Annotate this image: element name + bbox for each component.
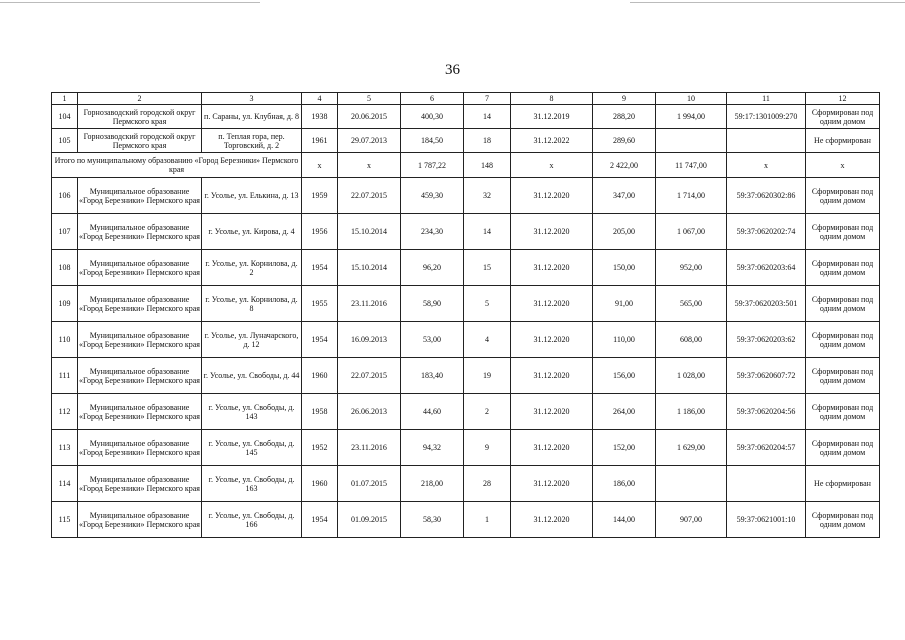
address-cell: г. Усолье, ул. Свободы, д. 44 xyxy=(202,358,302,394)
value9-cell: 289,60 xyxy=(593,129,656,153)
value9-cell: 152,00 xyxy=(593,430,656,466)
municipality-cell: Муниципальное образование «Город Березники» Пермского края xyxy=(78,466,202,502)
table-row xyxy=(52,105,880,129)
recognition-date-cell: 22.07.2015 xyxy=(338,358,401,394)
address-cell: г. Усолье, ул. Луначарского, д. 12 xyxy=(202,322,302,358)
land-status-cell: Сформирован под одним домом xyxy=(806,105,880,129)
cadastral-number-cell: 59:37:0620204:56 xyxy=(727,394,806,430)
residents-cell: 32 xyxy=(464,178,511,214)
cadastral-number-cell: 59:37:0621001:10 xyxy=(727,502,806,538)
subtotal-row xyxy=(52,153,880,178)
year-built-cell: 1958 xyxy=(302,394,338,430)
municipality-cell: Муниципальное образование «Город Березники» Пермского края xyxy=(78,286,202,322)
cadastral-number-cell: 59:37:0620202:74 xyxy=(727,214,806,250)
year-built-cell: 1959 xyxy=(302,178,338,214)
land-status-cell: Сформирован под одним домом xyxy=(806,430,880,466)
page-number: 36 xyxy=(445,62,460,78)
row-number: 111 xyxy=(52,358,78,394)
residents-cell: 1 xyxy=(464,502,511,538)
column-number: 12 xyxy=(806,93,880,105)
address-cell: г. Усолье, ул. Свободы, д. 166 xyxy=(202,502,302,538)
row-number: 114 xyxy=(52,466,78,502)
row-number: 113 xyxy=(52,430,78,466)
cadastral-number-cell xyxy=(727,129,806,153)
deadline-cell: 31.12.2020 xyxy=(511,214,593,250)
table-row xyxy=(52,322,880,358)
cadastral-number-cell: 59:37:0620203:64 xyxy=(727,250,806,286)
value10-cell: 907,00 xyxy=(656,502,727,538)
housing-registry-table xyxy=(51,92,880,538)
area-cell: 58,90 xyxy=(401,286,464,322)
recognition-date-cell: 15.10.2014 xyxy=(338,214,401,250)
value9-cell: 288,20 xyxy=(593,105,656,129)
deadline-cell: 31.12.2020 xyxy=(511,502,593,538)
value10-cell: 1 186,00 xyxy=(656,394,727,430)
year-built-cell: 1955 xyxy=(302,286,338,322)
year-built-cell: 1960 xyxy=(302,466,338,502)
scan-edge-line-left xyxy=(0,2,260,3)
subtotal-cell: х xyxy=(511,153,593,178)
municipality-cell: Горнозаводский городской округ Пермского края xyxy=(78,105,202,129)
municipality-cell: Муниципальное образование «Город Березники» Пермского края xyxy=(78,250,202,286)
address-cell: г. Усолье, ул. Кирова, д. 4 xyxy=(202,214,302,250)
recognition-date-cell: 01.07.2015 xyxy=(338,466,401,502)
year-built-cell: 1954 xyxy=(302,502,338,538)
column-number: 3 xyxy=(202,93,302,105)
area-cell: 183,40 xyxy=(401,358,464,394)
value9-cell: 110,00 xyxy=(593,322,656,358)
year-built-cell: 1954 xyxy=(302,250,338,286)
deadline-cell: 31.12.2020 xyxy=(511,178,593,214)
subtotal-cell: 11 747,00 xyxy=(656,153,727,178)
table-row xyxy=(52,129,880,153)
row-number: 106 xyxy=(52,178,78,214)
value9-cell: 144,00 xyxy=(593,502,656,538)
residents-cell: 5 xyxy=(464,286,511,322)
residents-cell: 28 xyxy=(464,466,511,502)
value9-cell: 347,00 xyxy=(593,178,656,214)
area-cell: 53,00 xyxy=(401,322,464,358)
table-row xyxy=(52,502,880,538)
value10-cell: 1 994,00 xyxy=(656,105,727,129)
municipality-cell: Горнозаводский городской округ Пермского края xyxy=(78,129,202,153)
cadastral-number-cell: 59:37:0620204:57 xyxy=(727,430,806,466)
year-built-cell: 1952 xyxy=(302,430,338,466)
cadastral-number-cell: 59:37:0620302:86 xyxy=(727,178,806,214)
deadline-cell: 31.12.2020 xyxy=(511,466,593,502)
value10-cell: 1 067,00 xyxy=(656,214,727,250)
row-number: 112 xyxy=(52,394,78,430)
land-status-cell: Сформирован под одним домом xyxy=(806,358,880,394)
residents-cell: 2 xyxy=(464,394,511,430)
land-status-cell: Сформирован под одним домом xyxy=(806,394,880,430)
column-number: 6 xyxy=(401,93,464,105)
subtotal-cell: х xyxy=(338,153,401,178)
value9-cell: 156,00 xyxy=(593,358,656,394)
land-status-cell: Не сформирован xyxy=(806,129,880,153)
value9-cell: 186,00 xyxy=(593,466,656,502)
column-number-row xyxy=(52,93,880,105)
deadline-cell: 31.12.2019 xyxy=(511,105,593,129)
residents-cell: 18 xyxy=(464,129,511,153)
column-number: 5 xyxy=(338,93,401,105)
row-number: 108 xyxy=(52,250,78,286)
table-row xyxy=(52,286,880,322)
address-cell: г. Усолье, ул. Свободы, д. 163 xyxy=(202,466,302,502)
cadastral-number-cell: 59:37:0620203:62 xyxy=(727,322,806,358)
value10-cell: 1 028,00 xyxy=(656,358,727,394)
address-cell: г. Усолье, ул. Свободы, д. 143 xyxy=(202,394,302,430)
area-cell: 96,20 xyxy=(401,250,464,286)
recognition-date-cell: 16.09.2013 xyxy=(338,322,401,358)
area-cell: 44,60 xyxy=(401,394,464,430)
municipality-cell: Муниципальное образование «Город Березники» Пермского края xyxy=(78,358,202,394)
municipality-cell: Муниципальное образование «Город Березники» Пермского края xyxy=(78,502,202,538)
address-cell: г. Усолье, ул. Корнилова, д. 8 xyxy=(202,286,302,322)
residents-cell: 14 xyxy=(464,214,511,250)
area-cell: 218,00 xyxy=(401,466,464,502)
table-row xyxy=(52,178,880,214)
deadline-cell: 31.12.2020 xyxy=(511,430,593,466)
recognition-date-cell: 20.06.2015 xyxy=(338,105,401,129)
table-row xyxy=(52,214,880,250)
value10-cell xyxy=(656,466,727,502)
value9-cell: 150,00 xyxy=(593,250,656,286)
address-cell: г. Усолье, ул. Елькина, д. 13 xyxy=(202,178,302,214)
deadline-cell: 31.12.2020 xyxy=(511,394,593,430)
row-number: 115 xyxy=(52,502,78,538)
land-status-cell: Сформирован под одним домом xyxy=(806,286,880,322)
value9-cell: 91,00 xyxy=(593,286,656,322)
table-row xyxy=(52,466,880,502)
column-number: 8 xyxy=(511,93,593,105)
value10-cell: 1 629,00 xyxy=(656,430,727,466)
row-number: 110 xyxy=(52,322,78,358)
value9-cell: 264,00 xyxy=(593,394,656,430)
value9-cell: 205,00 xyxy=(593,214,656,250)
area-cell: 94,32 xyxy=(401,430,464,466)
recognition-date-cell: 29.07.2013 xyxy=(338,129,401,153)
subtotal-cell: х xyxy=(806,153,880,178)
cadastral-number-cell: 59:37:0620607:72 xyxy=(727,358,806,394)
table-row xyxy=(52,394,880,430)
municipality-cell: Муниципальное образование «Город Березники» Пермского края xyxy=(78,178,202,214)
row-number: 104 xyxy=(52,105,78,129)
cadastral-number-cell: 59:37:0620203:501 xyxy=(727,286,806,322)
land-status-cell: Сформирован под одним домом xyxy=(806,502,880,538)
cadastral-number-cell xyxy=(727,466,806,502)
year-built-cell: 1956 xyxy=(302,214,338,250)
row-number: 107 xyxy=(52,214,78,250)
value10-cell: 608,00 xyxy=(656,322,727,358)
table-row xyxy=(52,430,880,466)
residents-cell: 19 xyxy=(464,358,511,394)
column-number: 7 xyxy=(464,93,511,105)
subtotal-cell: 1 787,22 xyxy=(401,153,464,178)
table-row xyxy=(52,358,880,394)
area-cell: 459,30 xyxy=(401,178,464,214)
recognition-date-cell: 22.07.2015 xyxy=(338,178,401,214)
land-status-cell: Сформирован под одним домом xyxy=(806,322,880,358)
value10-cell: 952,00 xyxy=(656,250,727,286)
area-cell: 400,30 xyxy=(401,105,464,129)
land-status-cell: Сформирован под одним домом xyxy=(806,178,880,214)
area-cell: 58,30 xyxy=(401,502,464,538)
year-built-cell: 1938 xyxy=(302,105,338,129)
land-status-cell: Сформирован под одним домом xyxy=(806,214,880,250)
recognition-date-cell: 01.09.2015 xyxy=(338,502,401,538)
year-built-cell: 1954 xyxy=(302,322,338,358)
address-cell: г. Усолье, ул. Корнилова, д. 2 xyxy=(202,250,302,286)
recognition-date-cell: 23.11.2016 xyxy=(338,286,401,322)
recognition-date-cell: 23.11.2016 xyxy=(338,430,401,466)
column-number: 10 xyxy=(656,93,727,105)
value10-cell: 565,00 xyxy=(656,286,727,322)
address-cell: г. Усолье, ул. Свободы, д. 145 xyxy=(202,430,302,466)
subtotal-cell: 2 422,00 xyxy=(593,153,656,178)
column-number: 1 xyxy=(52,93,78,105)
year-built-cell: 1961 xyxy=(302,129,338,153)
column-number: 2 xyxy=(78,93,202,105)
recognition-date-cell: 15.10.2014 xyxy=(338,250,401,286)
residents-cell: 4 xyxy=(464,322,511,358)
subtotal-cell: 148 xyxy=(464,153,511,178)
municipality-cell: Муниципальное образование «Город Березники» Пермского края xyxy=(78,394,202,430)
deadline-cell: 31.12.2020 xyxy=(511,286,593,322)
cadastral-number-cell: 59:17:1301009:270 xyxy=(727,105,806,129)
value10-cell: 1 714,00 xyxy=(656,178,727,214)
column-number: 11 xyxy=(727,93,806,105)
municipality-cell: Муниципальное образование «Город Березники» Пермского края xyxy=(78,322,202,358)
column-number: 9 xyxy=(593,93,656,105)
deadline-cell: 31.12.2022 xyxy=(511,129,593,153)
deadline-cell: 31.12.2020 xyxy=(511,322,593,358)
table-row xyxy=(52,250,880,286)
subtotal-label: Итого по муниципальному образованию «Город Березники» Пермского края xyxy=(52,153,302,178)
subtotal-cell: х xyxy=(302,153,338,178)
column-number: 4 xyxy=(302,93,338,105)
year-built-cell: 1960 xyxy=(302,358,338,394)
deadline-cell: 31.12.2020 xyxy=(511,358,593,394)
scan-edge-line-right xyxy=(630,2,905,3)
residents-cell: 14 xyxy=(464,105,511,129)
area-cell: 184,50 xyxy=(401,129,464,153)
address-cell: п. Теплая гора, пер. Торговский, д. 2 xyxy=(202,129,302,153)
area-cell: 234,30 xyxy=(401,214,464,250)
municipality-cell: Муниципальное образование «Город Березники» Пермского края xyxy=(78,430,202,466)
recognition-date-cell: 26.06.2013 xyxy=(338,394,401,430)
row-number: 105 xyxy=(52,129,78,153)
deadline-cell: 31.12.2020 xyxy=(511,250,593,286)
residents-cell: 9 xyxy=(464,430,511,466)
municipality-cell: Муниципальное образование «Город Березники» Пермского края xyxy=(78,214,202,250)
row-number: 109 xyxy=(52,286,78,322)
residents-cell: 15 xyxy=(464,250,511,286)
land-status-cell: Сформирован под одним домом xyxy=(806,250,880,286)
value10-cell xyxy=(656,129,727,153)
address-cell: п. Сараны, ул. Клубная, д. 8 xyxy=(202,105,302,129)
subtotal-cell: х xyxy=(727,153,806,178)
land-status-cell: Не сформирован xyxy=(806,466,880,502)
